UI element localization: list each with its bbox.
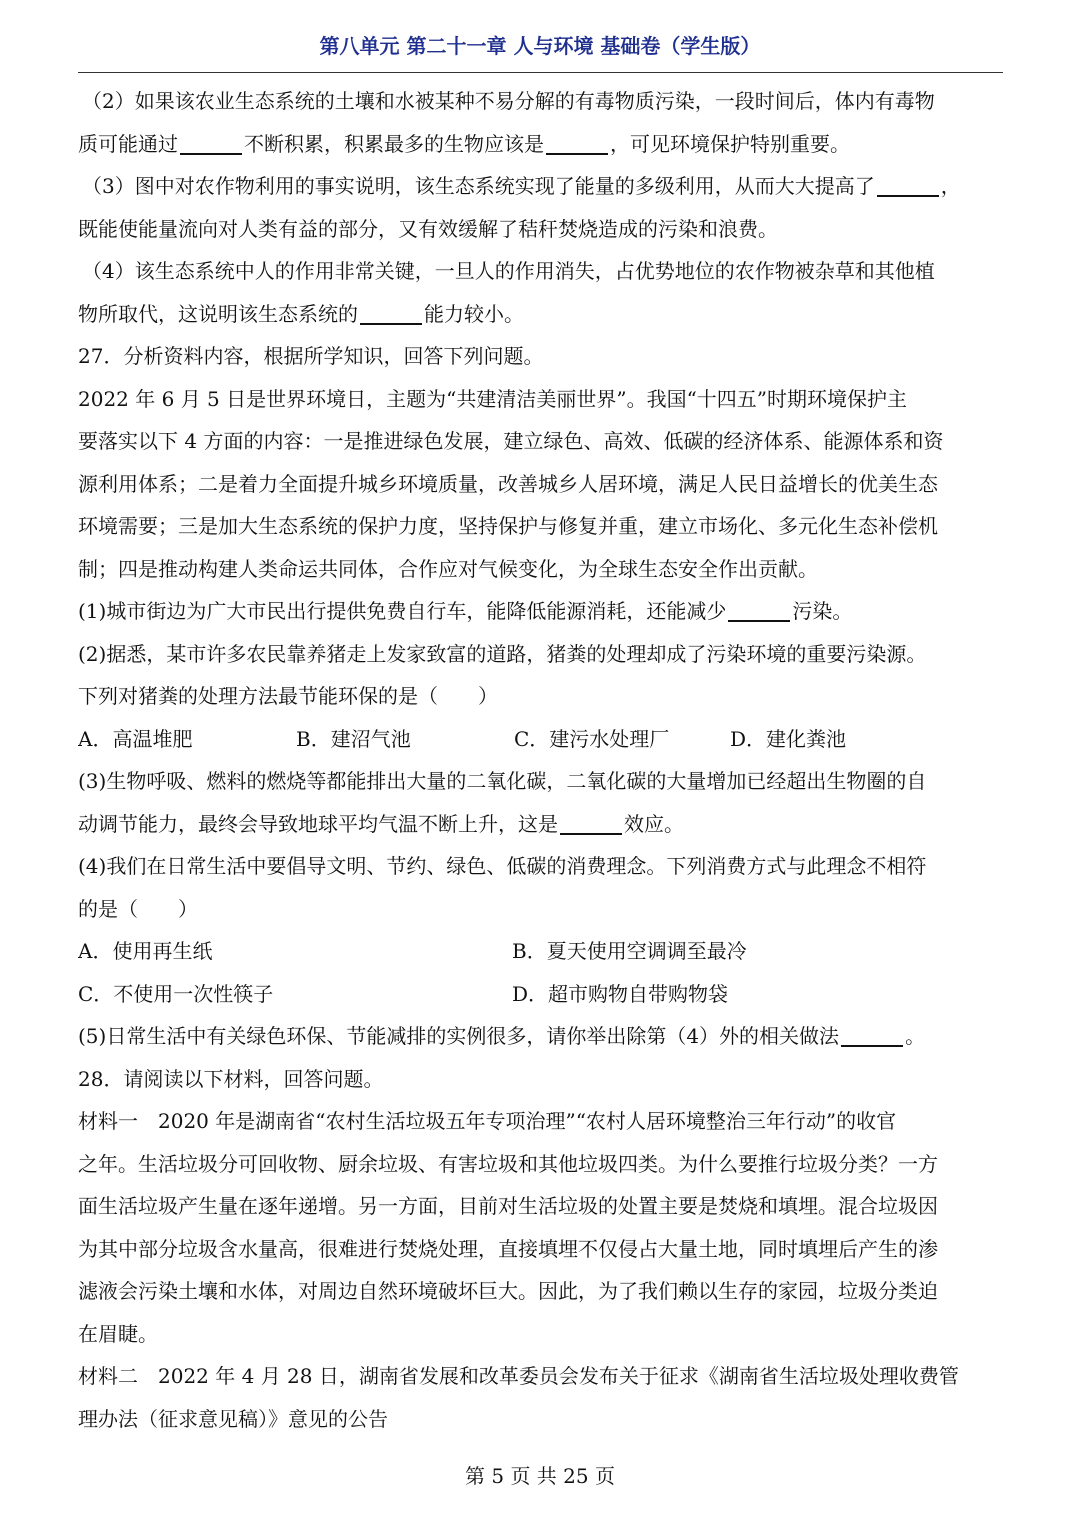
- q26-2-line1: （2）如果该农业生态系统的土壤和水被某种不易分解的有毒物质污染，一段时间后，体内有毒物: [82, 89, 935, 113]
- option-a[interactable]: A．使用再生纸: [78, 939, 213, 963]
- q28-title: 28．请阅读以下材料，回答问题。: [78, 1066, 384, 1091]
- q27-material-line: 源利用体系；二是着力全面提升城乡环境质量，改善城乡人居环境，满足人民日益增长的优美生态: [78, 471, 938, 496]
- q27-3-line1: (3)生物呼吸、燃料的燃烧等都能排出大量的二氧化碳，二氧化碳的大量增加已经超出生物圈的自: [78, 769, 927, 793]
- q27-4-line2: 的是（ ）: [78, 896, 198, 921]
- q27-4-options-row2: [78, 973, 1006, 1016]
- q28-material1-line: 滤液会污染土壤和水体，对周边自然环境破坏巨大。因此，为了我们赖以生存的家园，垃圾分类迫: [78, 1279, 938, 1303]
- answer-blank[interactable]: [728, 596, 790, 622]
- answer-blank[interactable]: [360, 299, 422, 325]
- q27-4-line1: (4)我们在日常生活中要倡导文明、节约、绿色、低碳的消费理念。下列消费方式与此理念不相符: [78, 854, 927, 878]
- q27-2-line1: (2)据悉，某市许多农民靠养猪走上发家致富的道路，猪粪的处理却成了污染环境的重要污染源。: [78, 641, 927, 666]
- answer-blank[interactable]: [546, 129, 608, 155]
- q28-material1-line: 材料一 2020 年是湖南省“农村生活垃圾五年专项治理”“农村人居环境整治三年行动”的收官: [78, 1109, 897, 1133]
- q27-4-options-row1: [78, 930, 1006, 973]
- q27-3-line2: 动调节能力，最终会导致地球平均气温不断上升，这是 效应。: [78, 803, 1006, 846]
- answer-blank[interactable]: [877, 171, 939, 197]
- q28-material2-line: 理办法（征求意见稿）》意见的公告: [78, 1406, 388, 1431]
- q27-material-line: 要落实以下 4 方面的内容：一是推进绿色发展，建立绿色、高效、低碳的经济体系、能源体系和资: [78, 429, 944, 453]
- q28-material2-line: 材料二 2022 年 4 月 28 日，湖南省发展和改革委员会发布关于征求《湖南省生活垃圾处理收费管: [78, 1364, 959, 1388]
- q27-5: (5)日常生活中有关绿色环保、节能减排的实例很多，请你举出除第（4）外的相关做法 。: [78, 1015, 1006, 1058]
- header-divider: [78, 72, 1003, 73]
- option-b[interactable]: B．夏天使用空调调至最冷: [512, 939, 747, 963]
- option-b[interactable]: B．建沼气池: [296, 726, 411, 751]
- option-c[interactable]: C．不使用一次性筷子: [78, 981, 274, 1006]
- answer-blank[interactable]: [841, 1021, 903, 1047]
- q27-material-line: 2022 年 6 月 5 日是世界环境日，主题为“共建清洁美丽世界”。我国“十四五”时期环境保护主: [78, 386, 908, 411]
- q26-3-line1: （3）图中对农作物利用的事实说明，该生态系统实现了能量的多级利用，从而大大提高了 ，: [78, 165, 1006, 208]
- q27-1: (1)城市街边为广大市民出行提供免费自行车，能降低能源消耗，还能减少 污染。: [78, 590, 1006, 633]
- option-a[interactable]: A．高温堆肥: [78, 726, 193, 751]
- q26-4-line1: （4）该生态系统中人的作用非常关键，一旦人的作用消失，占优势地位的农作物被杂草和其他植: [82, 259, 935, 283]
- q27-2-options: [78, 718, 1006, 761]
- q27-title: 27．分析资料内容，根据所学知识，回答下列问题。: [78, 344, 544, 368]
- q27-material-line: 制；四是推动构建人类命运共同体，合作应对气候变化，为全球生态安全作出贡献。: [78, 556, 818, 581]
- option-d[interactable]: D．超市购物自带购物袋: [512, 981, 729, 1006]
- q28-material1-line: 为其中部分垃圾含水量高，很难进行焚烧处理，直接填埋不仅侵占大量土地，同时填埋后产生的渗: [78, 1236, 938, 1261]
- q26-4-line2: 物所取代，这说明该生态系统的 能力较小。: [78, 293, 1006, 336]
- q28-material1-line: 面生活垃圾产生量在逐年递增。另一方面，目前对生活垃圾的处置主要是焚烧和填埋。混合垃圾因: [78, 1194, 938, 1218]
- answer-blank[interactable]: [180, 129, 242, 155]
- q27-material-line: 环境需要；三是加大生态系统的保护力度，坚持保护与修复并重，建立市场化、多元化生态补偿机: [78, 514, 938, 538]
- q28-material1-line: 在眉睫。: [78, 1321, 158, 1346]
- option-d[interactable]: D．建化粪池: [730, 726, 847, 751]
- page-number: 第 5 页 共 25 页: [465, 1464, 615, 1488]
- answer-blank[interactable]: [560, 809, 622, 835]
- q27-2-line2: 下列对猪粪的处理方法最节能环保的是（ ）: [78, 684, 498, 708]
- page-header-title: 第八单元 第二十一章 人与环境 基础卷（学生版）: [319, 34, 761, 58]
- q26-2-line2: 质可能通过 不断积累，积累最多的生物应该是 ，可见环境保护特别重要。: [78, 123, 1006, 166]
- q28-material1-line: 之年。生活垃圾分可回收物、厨余垃圾、有害垃圾和其他垃圾四类。为什么要推行垃圾分类？一方: [78, 1151, 938, 1176]
- option-c[interactable]: C．建污水处理厂: [514, 726, 670, 751]
- document-body: [78, 80, 1006, 1440]
- q26-3-line2: 既能使能量流向对人类有益的部分，又有效缓解了秸秆焚烧造成的污染和浪费。: [78, 216, 778, 241]
